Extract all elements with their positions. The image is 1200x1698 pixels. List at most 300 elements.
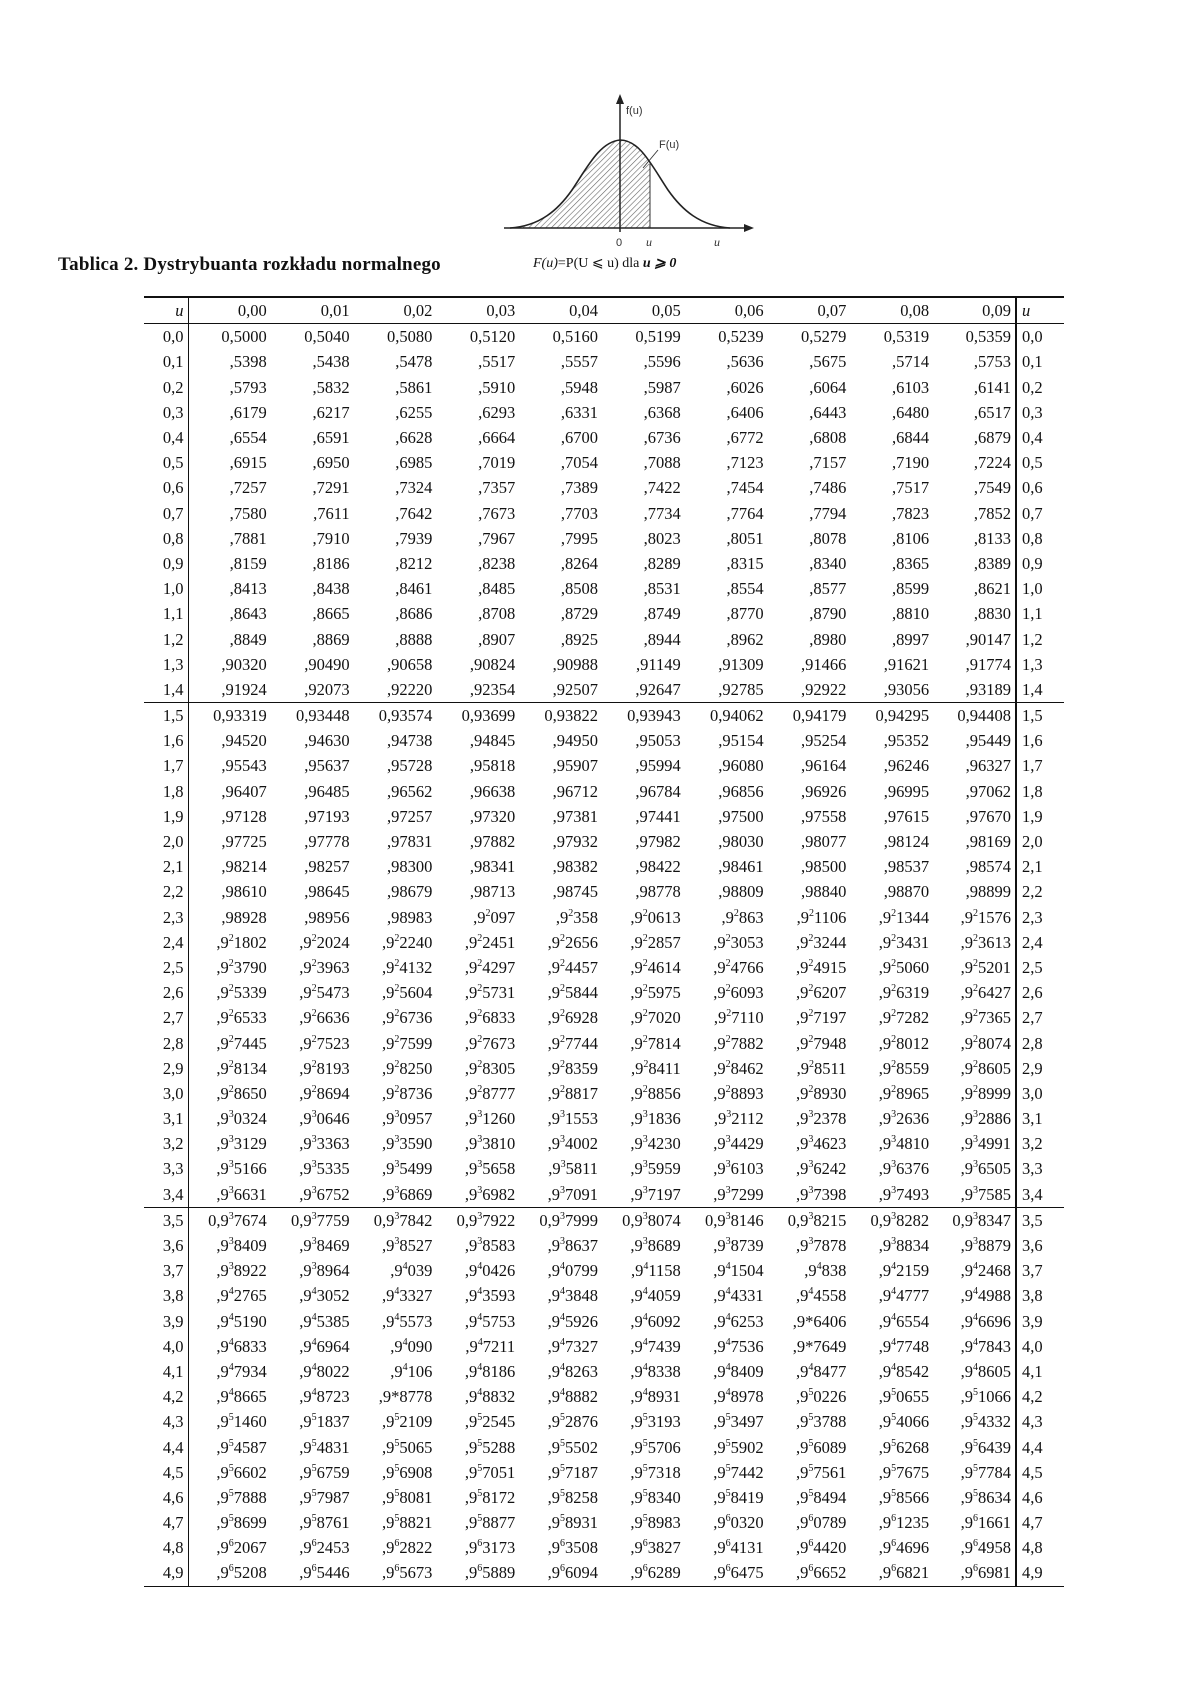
cdf-value-cell: $,9^47439$ (630, 1336, 681, 1356)
cdf-value-cell: $,9^21576$ (933, 905, 1016, 930)
repeat-nines-exponent: 3 (891, 1184, 897, 1196)
row-u-right: 0,5 (1021, 453, 1043, 473)
table-row (144, 450, 1064, 475)
cdf-value-cell: ,98077 (801, 832, 847, 852)
table-row (144, 1485, 1064, 1510)
repeat-nines-exponent: 6 (394, 1563, 400, 1575)
row-u-right: 2,1 (1021, 857, 1043, 877)
cdf-value-cell: $,9^45385$ (299, 1311, 350, 1331)
repeat-nines-exponent: 2 (559, 957, 565, 969)
repeat-nines-exponent: 2 (394, 1083, 400, 1095)
cdf-value-cell: $0,9^37999$ (519, 1207, 602, 1233)
cdf-value-cell: $,9^58419$ (713, 1487, 764, 1507)
table-row (144, 626, 1064, 651)
cdf-value-cell: ,98956 (304, 907, 350, 927)
cdf-value-cell: $,9^21802$ (216, 932, 267, 952)
cdf-value-cell: ,6915 (229, 453, 267, 473)
formula (533, 255, 676, 272)
repeat-nines-exponent: 5 (642, 1412, 648, 1424)
cdf-value-cell: $,9^66821$ (850, 1560, 933, 1586)
repeat-nines-exponent: 3 (808, 1184, 814, 1196)
repeat-nines-exponent: 5 (311, 1437, 317, 1449)
repeat-nines-exponent: 6 (972, 1538, 978, 1550)
cdf-value-cell: $,9^36505$ (933, 1156, 1016, 1181)
cdf-value-cell: ,6026 (726, 377, 764, 397)
repeat-nines-exponent: 3 (725, 1184, 731, 1196)
repeat-nines-exponent: 5 (228, 1513, 234, 1525)
cdf-value-cell: 0,5120 (469, 327, 516, 347)
repeat-nines-exponent: 2 (311, 932, 317, 944)
row-u-left: 0,3 (144, 400, 188, 425)
repeat-nines-exponent: 6 (559, 1538, 565, 1550)
repeat-nines-exponent: 3 (559, 1184, 565, 1196)
cdf-value-cell: $,9^47934$ (216, 1361, 267, 1381)
cdf-value-cell: ,98124 (883, 832, 930, 852)
cdf-value-cell: ,7794 (809, 503, 847, 523)
cdf-value-cell: ,95053 (635, 731, 681, 751)
cdf-value-cell: ,7764 (726, 503, 764, 523)
repeat-nines-exponent: 4 (642, 1361, 648, 1373)
table-row (144, 1409, 1064, 1434)
cdf-value-cell: $,9^27599$ (382, 1033, 433, 1053)
cdf-value-cell: $,9^57987$ (299, 1487, 350, 1507)
cdf-value-cell: ,6217 (312, 402, 350, 422)
cdf-value-cell: ,93189 (933, 677, 1016, 703)
cdf-value-cell: $,9^66652$ (768, 1560, 851, 1586)
cdf-value-cell: ,96712 (552, 781, 598, 801)
cdf-value-cell: $,9^20613$ (630, 907, 681, 927)
cdf-value-cell: ,5987 (643, 377, 681, 397)
row-u-left: 4,3 (144, 1409, 188, 1434)
cdf-value-cell: $,9^37197$ (630, 1184, 681, 1204)
cdf-value-cell: 0,94408 (933, 703, 1016, 729)
cdf-value-cell: $,9^48605$ (933, 1359, 1016, 1384)
cdf-value-cell: $,9^63827$ (630, 1538, 681, 1558)
cdf-value-cell: $,9^48832$ (464, 1387, 516, 1407)
repeat-nines-exponent: 3 (311, 1184, 317, 1196)
cdf-value-cell: $,9^38527$ (382, 1236, 433, 1256)
repeat-nines-exponent: 5 (642, 1437, 648, 1449)
row-u-right: 0,7 (1021, 503, 1043, 523)
cdf-value-cell: ,6772 (726, 428, 764, 448)
cdf-value-cell: $,9^44558$ (796, 1286, 847, 1306)
cdf-value-cell: $,9^28999$ (933, 1081, 1016, 1106)
cdf-value-cell: ,94950 (552, 731, 598, 751)
cdf-value-cell: $,9^58821$ (382, 1513, 433, 1533)
repeat-nines-exponent: 3 (891, 1236, 897, 1248)
cdf-value-cell: ,8508 (560, 579, 598, 599)
density-curve-plot (500, 92, 770, 280)
row-u-left: 3,7 (144, 1258, 188, 1283)
cdf-value-cell: $,9^34810$ (878, 1134, 930, 1154)
cdf-value-cell: $,9^66094$ (519, 1560, 602, 1586)
cdf-value-cell: $,9^42468$ (933, 1258, 1016, 1283)
repeat-nines-exponent: 4 (311, 1387, 317, 1399)
cdf-value-cell: ,7580 (229, 503, 267, 523)
table-row (144, 1081, 1064, 1106)
cdf-value-cell: ,95154 (718, 731, 764, 751)
repeat-nines-exponent: 3 (891, 1134, 897, 1146)
cdf-value-cell: $,9^32378$ (796, 1109, 847, 1129)
repeat-nines-exponent: 2 (642, 1033, 648, 1045)
row-u-right: 3,3 (1021, 1159, 1043, 1179)
row-u-right: 2,9 (1021, 1058, 1043, 1078)
cdf-value-cell: ,7088 (643, 453, 681, 473)
cdf-value-cell: $,9^30957$ (382, 1109, 433, 1129)
cdf-value-cell: ,5714 (892, 352, 930, 372)
cdf-value-cell: $,9^57675$ (878, 1462, 930, 1482)
cdf-value-cell: $,9^24766$ (713, 957, 764, 977)
cdf-value-cell: ,8212 (395, 553, 433, 573)
cdf-value-cell: ,7324 (395, 478, 433, 498)
cdf-value-cell: $,9^44777$ (878, 1286, 930, 1306)
table-row (144, 375, 1064, 400)
y-axis-label: f(u) (626, 105, 643, 117)
repeat-nines-exponent: 6 (808, 1513, 814, 1525)
cdf-value-cell: $,9^27814$ (630, 1033, 681, 1053)
cdf-value-cell: $,9^37091$ (547, 1184, 598, 1204)
cdf-value-cell: ,5517 (478, 352, 516, 372)
repeat-nines-exponent: 5 (972, 1387, 978, 1399)
cdf-value-cell: ,6443 (809, 402, 847, 422)
table-row (144, 955, 1064, 980)
repeat-nines-exponent: 3 (228, 1236, 234, 1248)
cdf-value-cell: $,9^58931$ (547, 1513, 598, 1533)
table-row (144, 425, 1064, 450)
cdf-value-cell: $,9^28817$ (547, 1083, 598, 1103)
cdf-value-cell: ,5753 (933, 349, 1016, 374)
repeat-nines-exponent: 5 (394, 1462, 400, 1474)
cdf-value-cell: ,6517 (933, 400, 1016, 425)
table-row (144, 905, 1064, 930)
cdf-value-cell: ,94630 (304, 731, 350, 751)
cdf-value-cell: $,9^37493$ (878, 1184, 930, 1204)
repeat-nines-exponent: 4 (891, 1261, 897, 1273)
row-u-right: 1,6 (1021, 731, 1043, 751)
repeat-nines-exponent: 2 (642, 932, 648, 944)
repeat-nines-exponent: 3 (725, 1210, 731, 1222)
cdf-value-cell: $,9^27197$ (796, 1008, 847, 1028)
formula-condition: u ⩾ 0 (642, 256, 677, 271)
cdf-value-cell: ,96080 (718, 756, 764, 776)
cdf-value-cell: $,9^28965$ (878, 1083, 930, 1103)
repeat-nines-exponent: 3 (725, 1236, 731, 1248)
cdf-value-cell: $,9^32636$ (878, 1109, 930, 1129)
row-u-left: 0,1 (144, 349, 188, 374)
repeat-nines-exponent: 2 (972, 1008, 978, 1020)
cdf-value-cell: ,96856 (718, 781, 764, 801)
repeat-nines-exponent: 6 (311, 1538, 317, 1550)
row-u-left: 1,4 (144, 677, 188, 703)
cdf-value-cell: ,6628 (395, 428, 433, 448)
repeat-nines-exponent: 4 (394, 1311, 400, 1323)
cdf-value-cell: $,9^2097$ (473, 907, 516, 927)
cdf-value-cell: 0,5040 (304, 327, 350, 347)
table-row (144, 1309, 1064, 1334)
table-row (144, 879, 1064, 904)
cdf-value-cell: $,9^35811$ (548, 1159, 598, 1179)
repeat-nines-exponent: 4 (642, 1387, 648, 1399)
table-title: Tablica 2. Dystrybuanta rozkładu normalnego (58, 254, 441, 275)
cdf-value-cell: ,94845 (469, 731, 516, 751)
cdf-value-cell: $,9^28930$ (796, 1083, 847, 1103)
cdf-value-cell: $,9^55902$ (713, 1437, 764, 1457)
repeat-nines-exponent: 2 (808, 1058, 814, 1070)
cdf-value-cell: ,98928 (221, 907, 267, 927)
table-row (144, 1510, 1064, 1535)
cdf-value-cell: ,6700 (560, 428, 598, 448)
repeat-nines-exponent: 2 (642, 1008, 648, 1020)
repeat-nines-exponent: 3 (559, 1210, 565, 1222)
cdf-value-cell: ,7852 (933, 501, 1016, 526)
cdf-value-cell: ,8729 (560, 604, 598, 624)
cdf-value-cell: $,9^55706$ (630, 1437, 681, 1457)
cdf-value-cell: ,7454 (726, 478, 764, 498)
row-u-right: 4,1 (1021, 1361, 1043, 1381)
repeat-nines-exponent: 2 (477, 1058, 483, 1070)
cdf-value-cell: $,9^27744$ (547, 1033, 598, 1053)
cdf-value-cell: $,9^58761$ (299, 1513, 350, 1533)
repeat-nines-exponent: 5 (559, 1513, 565, 1525)
table-row (144, 400, 1064, 425)
cdf-value-cell: ,7642 (395, 503, 433, 523)
repeat-nines-exponent: 4 (559, 1286, 565, 1298)
repeat-nines-exponent: 4 (477, 1387, 483, 1399)
repeat-nines-exponent: 2 (642, 1083, 648, 1095)
row-u-left: 2,0 (144, 829, 188, 854)
cdf-value-cell: $,9^61235$ (878, 1513, 930, 1533)
cdf-value-cell: ,7823 (892, 503, 930, 523)
cdf-value-cell: $,9^24915$ (796, 957, 847, 977)
repeat-nines-exponent: 2 (808, 1033, 814, 1045)
cdf-value-cell: $,9^27020$ (630, 1008, 681, 1028)
repeat-nines-exponent: 2 (972, 983, 978, 995)
row-u-right: 4,2 (1021, 1387, 1043, 1407)
repeat-nines-exponent: 2 (228, 1058, 234, 1070)
cdf-value-cell: $,9^35959$ (630, 1159, 681, 1179)
repeat-nines-exponent: 2 (725, 957, 731, 969)
cdf-value-cell: ,98870 (883, 882, 930, 902)
cdf-value-cell: $,9^58172$ (464, 1487, 516, 1507)
cdf-value-cell: ,92647 (635, 679, 681, 699)
repeat-nines-exponent: 3 (394, 1159, 400, 1171)
cdf-value-cell: ,8869 (312, 629, 350, 649)
repeat-nines-exponent: 2 (891, 1058, 897, 1070)
repeat-nines-exponent: 3 (808, 1134, 814, 1146)
cdf-value-cell: 0,93943 (602, 703, 685, 729)
cdf-value-cell: ,96995 (883, 781, 930, 801)
repeat-nines-exponent: 5 (394, 1412, 400, 1424)
repeat-nines-exponent: 2 (311, 1058, 317, 1070)
repeat-nines-exponent: 3 (394, 1134, 400, 1146)
cdf-value-cell: ,7734 (643, 503, 681, 523)
repeat-nines-exponent: 5 (972, 1487, 978, 1499)
table-row (144, 324, 1064, 350)
repeat-nines-exponent: 5 (477, 1487, 483, 1499)
repeat-nines-exponent: 4 (891, 1311, 897, 1323)
repeat-nines-exponent: 4 (477, 1261, 483, 1273)
cdf-value-cell: $,9^50655$ (878, 1387, 930, 1407)
repeat-nines-exponent: 4 (808, 1361, 814, 1373)
cdf-value-cell: ,91466 (801, 654, 847, 674)
y-axis-arrow-icon (616, 94, 624, 104)
cdf-value-cell: ,96485 (304, 781, 350, 801)
cdf-value-cell: $,9^24614$ (630, 957, 681, 977)
cdf-value-cell: $,9^46253$ (713, 1311, 764, 1331)
cdf-value-cell: $,9^38834$ (878, 1236, 930, 1256)
cdf-value-cell: $,9^34623$ (796, 1134, 847, 1154)
cdf-value-cell: ,98983 (387, 907, 433, 927)
cdf-value-cell: $,9^48338$ (630, 1361, 681, 1381)
cdf-value-cell: ,98257 (304, 857, 350, 877)
cdf-value-cell: $,9^33590$ (382, 1134, 433, 1154)
cdf-value-cell: $,9^56089$ (796, 1437, 847, 1457)
cdf-value-cell: ,7881 (229, 528, 267, 548)
cdf-value-cell: $,9^62822$ (382, 1538, 433, 1558)
cdf-value-cell: $,9^57784$ (933, 1460, 1016, 1485)
repeat-nines-exponent: 2 (725, 983, 731, 995)
cdf-value-cell: $,9^38637$ (547, 1236, 598, 1256)
row-u-left: 4,1 (144, 1359, 188, 1384)
repeat-nines-exponent: 3 (394, 1109, 400, 1121)
cdf-value-cell: ,8962 (726, 629, 764, 649)
cdf-value-cell: 0,5199 (635, 327, 681, 347)
repeat-nines-exponent: 2 (477, 983, 483, 995)
row-u-left: 3,6 (144, 1233, 188, 1258)
cdf-value-cell: ,8830 (933, 601, 1016, 626)
cdf-value-cell: ,98214 (221, 857, 267, 877)
cdf-value-cell: $,9^53497$ (713, 1412, 764, 1432)
cdf-value-cell: ,6554 (229, 428, 267, 448)
repeat-nines-exponent: 3 (808, 1236, 814, 1248)
row-u-right: 2,0 (1021, 832, 1043, 852)
cdf-value-cell: ,9*7649 (792, 1336, 847, 1356)
table-row (144, 980, 1064, 1005)
header-col-0-02: 0,02 (354, 297, 437, 324)
cdf-value-cell: ,90988 (552, 654, 598, 674)
cdf-value-cell: ,8531 (643, 579, 681, 599)
cdf-value-cell: ,98574 (933, 854, 1016, 879)
cdf-value-cell: ,7611 (313, 503, 350, 523)
cdf-value-cell: $,9^48931$ (630, 1387, 681, 1407)
table-row (144, 1156, 1064, 1181)
cdf-value-cell: $,9^2863$ (721, 907, 764, 927)
cdf-value-cell: $,9^52876$ (547, 1412, 598, 1432)
cdf-value-cell: $,9^46833$ (216, 1336, 267, 1356)
repeat-nines-exponent: 3 (311, 1109, 317, 1121)
cdf-value-cell: $,9^25473$ (299, 983, 350, 1003)
cdf-value-cell: ,8790 (809, 604, 847, 624)
cdf-value-cell: $,9^25844$ (547, 983, 598, 1003)
cdf-value-cell: $,9^23963$ (299, 957, 350, 977)
row-u-right: 1,9 (1021, 806, 1043, 826)
cdf-value-cell: ,97615 (883, 806, 930, 826)
repeat-nines-exponent: 2 (559, 1033, 565, 1045)
cdf-value-cell: $,9^66475$ (685, 1560, 768, 1586)
row-u-left: 0,2 (144, 375, 188, 400)
repeat-nines-exponent: 5 (972, 1437, 978, 1449)
cdf-value-cell: ,8264 (560, 553, 598, 573)
cdf-value-cell: ,8554 (726, 579, 764, 599)
table-row (144, 1030, 1064, 1055)
row-u-right: 1,5 (1016, 703, 1064, 729)
cdf-value-cell: $,9^32112$ (713, 1109, 764, 1129)
repeat-nines-exponent: 5 (228, 1462, 234, 1474)
table-row (144, 501, 1064, 526)
header-col-0-06: 0,06 (685, 297, 768, 324)
cdf-value-cell: ,8980 (809, 629, 847, 649)
cdf-value-cell: ,6179 (229, 402, 267, 422)
origin-label: 0 (616, 237, 623, 249)
row-u-left: 2,1 (144, 854, 188, 879)
cdf-value-cell: $,9^43593$ (464, 1286, 516, 1306)
cdf-value-cell: ,8925 (560, 629, 598, 649)
row-u-left: 4,0 (144, 1334, 188, 1359)
repeat-nines-exponent: 5 (891, 1412, 897, 1424)
header-col-0-07: 0,07 (768, 297, 851, 324)
table-row (144, 1560, 1064, 1586)
cdf-value-cell: $,9^65446$ (271, 1560, 354, 1586)
cdf-value-cell: ,7291 (312, 478, 350, 498)
repeat-nines-exponent: 2 (477, 932, 483, 944)
repeat-nines-exponent: 2 (808, 907, 814, 919)
cdf-value-cell: $,9^55065$ (382, 1437, 433, 1457)
cdf-value-cell: ,90320 (221, 654, 267, 674)
repeat-nines-exponent: 4 (311, 1311, 317, 1323)
cdf-value-cell: $,9^44331$ (713, 1286, 764, 1306)
repeat-nines-exponent: 2 (394, 1033, 400, 1045)
repeat-nines-exponent: 5 (394, 1437, 400, 1449)
table-row (144, 728, 1064, 753)
table-row (144, 601, 1064, 626)
repeat-nines-exponent: 2 (642, 907, 648, 919)
repeat-nines-exponent: 2 (891, 957, 897, 969)
cdf-value-cell: $,9^64420$ (796, 1538, 847, 1558)
repeat-nines-exponent: 6 (725, 1513, 731, 1525)
cdf-value-cell: 0,93319 (188, 703, 271, 729)
repeat-nines-exponent: 3 (228, 1210, 234, 1222)
repeat-nines-exponent: 5 (228, 1487, 234, 1499)
row-u-right: 1,4 (1021, 679, 1043, 699)
cdf-value-cell: ,97257 (387, 806, 433, 826)
cdf-value-cell: $,9^45753$ (464, 1311, 516, 1331)
repeat-nines-exponent: 4 (477, 1286, 483, 1298)
repeat-nines-exponent: 3 (559, 1236, 565, 1248)
cdf-value-cell: ,6844 (892, 428, 930, 448)
repeat-nines-exponent: 2 (891, 1008, 897, 1020)
table-row (144, 576, 1064, 601)
cdf-value-cell: $,9^40799$ (547, 1261, 598, 1281)
repeat-nines-exponent: 2 (394, 932, 400, 944)
cdf-value-cell: $,9^37299$ (713, 1184, 764, 1204)
repeat-nines-exponent: 3 (891, 1109, 897, 1121)
repeat-nines-exponent: 3 (808, 1210, 814, 1222)
cdf-value-cell: $,9^22857$ (630, 932, 681, 952)
cdf-value-cell: $,9^37585$ (933, 1182, 1016, 1208)
cdf-value-cell: $,9^55288$ (464, 1437, 516, 1457)
repeat-nines-exponent: 4 (559, 1261, 565, 1273)
cdf-value-cell: $,9^47748$ (878, 1336, 930, 1356)
repeat-nines-exponent: 5 (394, 1487, 400, 1499)
repeat-nines-exponent: 3 (228, 1159, 234, 1171)
cdf-value-cell: ,5861 (395, 377, 433, 397)
repeat-nines-exponent: 2 (726, 1008, 732, 1020)
cdf-value-cell: $,9^51066$ (933, 1384, 1016, 1409)
repeat-nines-exponent: 2 (477, 1008, 483, 1020)
repeat-nines-exponent: 6 (972, 1563, 978, 1575)
repeat-nines-exponent: 2 (559, 1083, 565, 1095)
cdf-value-cell: $,9^22240$ (382, 932, 433, 952)
